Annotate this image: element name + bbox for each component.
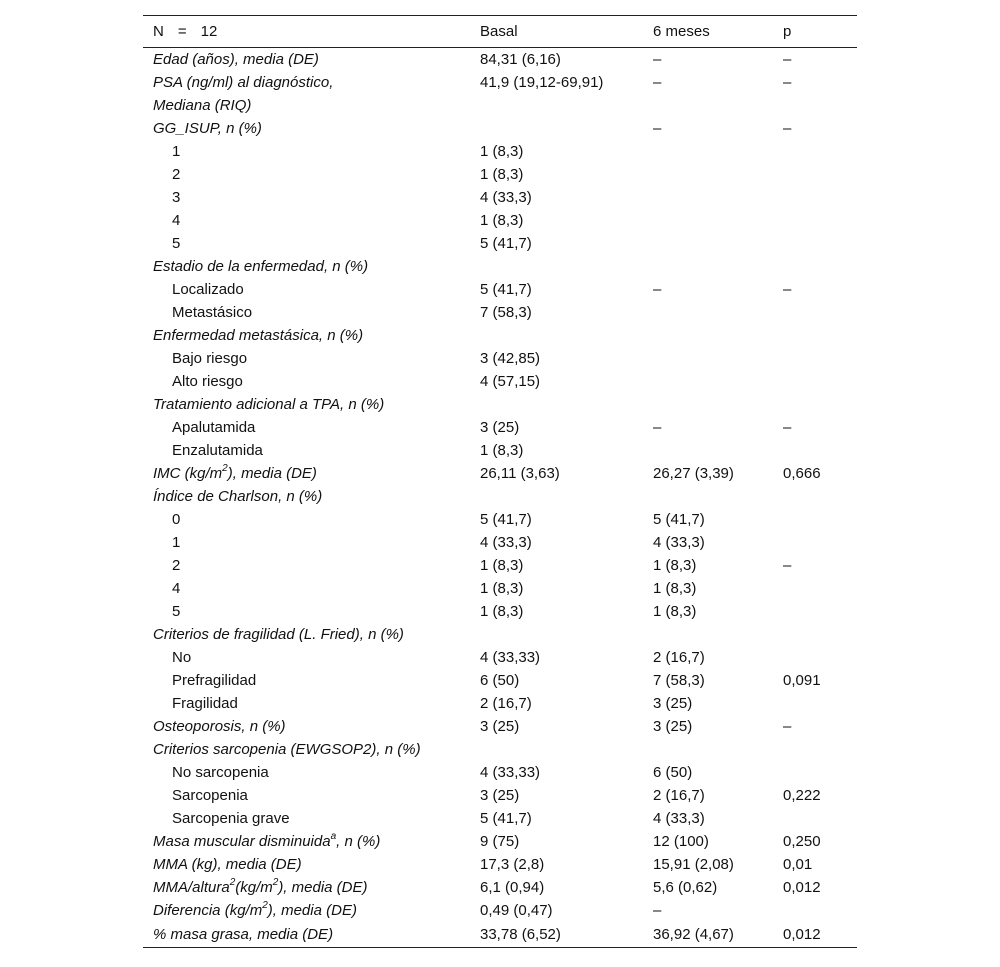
row-label: 2: [172, 557, 181, 574]
cell-p: [773, 393, 857, 416]
cell-six-months: [643, 232, 773, 255]
table-row: [143, 94, 857, 117]
cell-p: –: [783, 281, 792, 298]
header-p: p: [773, 16, 857, 48]
cell-basal: [470, 94, 643, 117]
table-row: [143, 899, 857, 922]
cell-p: –: [783, 718, 792, 735]
table-body: [143, 48, 857, 948]
cell-p: [773, 301, 857, 324]
cell-p: –: [783, 74, 792, 91]
table-row: [143, 416, 857, 439]
cell-six-months: [643, 186, 773, 209]
cell-basal: 4 (33,3): [480, 534, 532, 551]
row-label: [143, 899, 470, 922]
cell-p: [773, 209, 857, 232]
label-part: IMC (kg/m: [153, 465, 223, 482]
cell-basal: [470, 485, 643, 508]
cell-six-months: 7 (58,3): [653, 672, 705, 689]
superscript: a: [330, 831, 337, 842]
cell-basal: 1 (8,3): [480, 603, 524, 620]
cell-basal: 1 (8,3): [480, 143, 524, 160]
cell-p: [773, 347, 857, 370]
row-label: [143, 876, 470, 899]
cell-six-months: 5 (41,7): [653, 511, 705, 528]
cell-basal: 1 (8,3): [480, 166, 524, 183]
cell-basal: 0,49 (0,47): [480, 902, 553, 919]
table-row: [143, 301, 857, 324]
table-row: [143, 370, 857, 393]
row-label: Apalutamida: [172, 419, 256, 436]
cell-p: 0,012: [773, 922, 857, 948]
cell-p: [773, 531, 857, 554]
row-label: 4: [172, 580, 181, 597]
table-row: [143, 48, 857, 72]
cell-basal: 3 (25): [480, 718, 520, 735]
cell-p: [773, 232, 857, 255]
table-row: [143, 692, 857, 715]
cell-six-months: [643, 623, 773, 646]
row-label: MMA (kg), media (DE): [153, 856, 302, 873]
table-row: [143, 439, 857, 462]
row-label: Metastásico: [172, 304, 253, 321]
row-label: Estadio de la enfermedad, n (%): [153, 258, 369, 275]
cell-basal: 9 (75): [480, 833, 520, 850]
cell-p: 0,666: [783, 465, 821, 482]
cell-basal: 3 (42,85): [480, 350, 541, 367]
cell-p: [773, 370, 857, 393]
label-part: ), media (DE): [278, 879, 368, 896]
cell-basal: 4 (57,15): [480, 373, 541, 390]
row-label: Enzalutamida: [172, 442, 263, 459]
row-label: 1: [172, 534, 181, 551]
row-label: Sarcopenia: [172, 787, 248, 804]
cell-basal: [470, 623, 643, 646]
cell-six-months: [643, 255, 773, 278]
table-row: [143, 140, 857, 163]
cell-basal: 33,78 (6,52): [470, 922, 643, 948]
cell-p: [773, 646, 857, 669]
cell-six-months: 2 (16,7): [653, 649, 705, 666]
cell-basal: 4 (33,33): [480, 764, 541, 781]
cell-basal: 5 (41,7): [480, 281, 532, 298]
table-row: [143, 830, 857, 853]
cell-p: 0,012: [783, 879, 821, 896]
cell-basal: 3 (25): [480, 419, 520, 436]
row-label: Edad (años), media (DE): [153, 51, 319, 68]
row-label: Índice de Charlson, n (%): [153, 488, 323, 505]
cell-p: [773, 600, 857, 623]
cell-six-months: 36,92 (4,67): [643, 922, 773, 948]
row-label: Mediana (RIQ): [153, 97, 252, 114]
cell-basal: 1 (8,3): [480, 580, 524, 597]
label-part: (kg/m: [235, 879, 273, 896]
row-label: Enfermedad metastásica, n (%): [153, 327, 364, 344]
cell-six-months: 15,91 (2,08): [653, 856, 734, 873]
table-row: [143, 347, 857, 370]
row-label: No: [172, 649, 192, 666]
cell-basal: 4 (33,3): [480, 189, 532, 206]
cell-p: 0,01: [783, 856, 813, 873]
table-row: [143, 577, 857, 600]
table-row: [143, 209, 857, 232]
table-row: [143, 554, 857, 577]
cell-p: 0,222: [783, 787, 821, 804]
cell-p: [773, 94, 857, 117]
cell-p: [773, 324, 857, 347]
cell-six-months: –: [653, 419, 662, 436]
cell-six-months: [643, 347, 773, 370]
results-table-container: [143, 15, 857, 948]
cell-p: [773, 439, 857, 462]
cell-p: [773, 508, 857, 531]
cell-six-months: –: [653, 902, 662, 919]
label-part: Masa muscular disminuida: [153, 833, 331, 850]
cell-six-months: [643, 393, 773, 416]
cell-six-months: [643, 324, 773, 347]
cell-basal: 5 (41,7): [480, 235, 532, 252]
cell-basal: [470, 738, 643, 761]
cell-six-months: 6 (50): [653, 764, 693, 781]
cell-basal: 17,3 (2,8): [480, 856, 545, 873]
table-row: [143, 807, 857, 830]
table-row: [143, 163, 857, 186]
cell-six-months: 1 (8,3): [653, 580, 697, 597]
cell-six-months: [643, 209, 773, 232]
cell-six-months: –: [653, 74, 662, 91]
cell-p: [773, 761, 857, 784]
row-label: 0: [172, 511, 181, 528]
row-label: 3: [172, 189, 181, 206]
table-row: [143, 600, 857, 623]
header-row: [143, 16, 857, 48]
cell-p: 0,250: [783, 833, 821, 850]
row-label: 1: [172, 143, 181, 160]
superscript: 2: [262, 900, 268, 911]
cell-six-months: –: [653, 51, 662, 68]
row-label: 5: [172, 603, 181, 620]
table-row: [143, 485, 857, 508]
cell-p: –: [783, 419, 792, 436]
row-label: 4: [172, 212, 181, 229]
label-part: ), media (DE): [227, 465, 317, 482]
header-six-months: 6 meses: [643, 16, 773, 48]
cell-p: –: [783, 557, 792, 574]
header-basal: Basal: [470, 16, 643, 48]
cell-basal: 5 (41,7): [480, 511, 532, 528]
table-row: [143, 508, 857, 531]
cell-basal: 1 (8,3): [480, 557, 524, 574]
table-row: [143, 761, 857, 784]
cell-six-months: [643, 439, 773, 462]
cell-six-months: 3 (25): [653, 718, 693, 735]
table-row: [143, 232, 857, 255]
table-row: [143, 71, 857, 94]
row-label: Bajo riesgo: [172, 350, 248, 367]
cell-basal: 7 (58,3): [480, 304, 532, 321]
row-label: Prefragilidad: [172, 672, 257, 689]
cell-basal: 1 (8,3): [480, 442, 524, 459]
table-row: [143, 117, 857, 140]
cell-p: [773, 255, 857, 278]
cell-basal: [470, 255, 643, 278]
superscript: 2: [229, 877, 236, 888]
table-row: [143, 393, 857, 416]
cell-six-months: [643, 485, 773, 508]
cell-basal: 84,31 (6,16): [480, 51, 561, 68]
cell-six-months: –: [653, 281, 662, 298]
row-label: Osteoporosis, n (%): [153, 718, 286, 735]
table-row: [143, 876, 857, 899]
cell-six-months: [643, 163, 773, 186]
cell-six-months: [643, 738, 773, 761]
cell-six-months: –: [653, 120, 662, 137]
cell-p: [773, 485, 857, 508]
cell-six-months: [643, 94, 773, 117]
row-label: 5: [172, 235, 181, 252]
cell-basal: 26,11 (3,63): [480, 465, 560, 482]
cell-basal: [470, 393, 643, 416]
row-label: PSA (ng/ml) al diagnóstico,: [153, 74, 334, 91]
label-part: Diferencia (kg/m: [153, 902, 263, 919]
row-label: [143, 830, 470, 853]
table-row: [143, 186, 857, 209]
header-n-value: 12: [200, 23, 218, 40]
cell-p: 0,091: [783, 672, 821, 689]
cell-p: –: [783, 51, 792, 68]
cell-six-months: [643, 301, 773, 324]
cell-p: [773, 807, 857, 830]
table-row: [143, 669, 857, 692]
table-row: [143, 324, 857, 347]
cell-six-months: 12 (100): [653, 833, 709, 850]
row-label: Alto riesgo: [172, 373, 243, 390]
row-label: % masa grasa, media (DE): [143, 922, 470, 948]
cell-p: [773, 163, 857, 186]
cell-basal: 1 (8,3): [480, 212, 524, 229]
table-row: [143, 623, 857, 646]
results-table: [143, 15, 857, 948]
table-row: [143, 462, 857, 485]
cell-six-months: 3 (25): [653, 695, 693, 712]
row-label: Fragilidad: [172, 695, 238, 712]
cell-basal: 6,1 (0,94): [480, 879, 545, 896]
superscript: 2: [272, 877, 279, 888]
table-row: [143, 531, 857, 554]
superscript: 2: [222, 463, 228, 474]
cell-p: [773, 186, 857, 209]
cell-basal: 3 (25): [480, 787, 520, 804]
header-n: [143, 16, 470, 48]
row-label: No sarcopenia: [172, 764, 269, 781]
table-row: [143, 646, 857, 669]
cell-basal: 2 (16,7): [480, 695, 532, 712]
cell-six-months: [643, 140, 773, 163]
row-label: Criterios de fragilidad (L. Fried), n (%): [153, 626, 404, 643]
table-row: [143, 738, 857, 761]
cell-basal: 4 (33,33): [480, 649, 541, 666]
row-label: Criterios sarcopenia (EWGSOP2), n (%): [153, 741, 421, 758]
cell-six-months: 1 (8,3): [653, 603, 697, 620]
table-row: [143, 715, 857, 738]
row-label: Tratamiento adicional a TPA, n (%): [153, 396, 385, 413]
cell-basal: 41,9 (19,12-69,91): [480, 74, 604, 91]
cell-six-months: 2 (16,7): [653, 787, 705, 804]
table-row: [143, 784, 857, 807]
label-part: ), media (DE): [267, 902, 357, 919]
label-part: , n (%): [336, 833, 381, 850]
header-n-label: N: [153, 23, 164, 40]
cell-six-months: 26,27 (3,39): [653, 465, 734, 482]
cell-p: [773, 899, 857, 922]
table-header: [143, 16, 857, 48]
cell-basal: [470, 117, 643, 140]
cell-six-months: 4 (33,3): [653, 810, 705, 827]
row-label: Localizado: [172, 281, 244, 298]
cell-basal: [470, 324, 643, 347]
row-label: Sarcopenia grave: [172, 810, 290, 827]
cell-p: [773, 623, 857, 646]
cell-six-months: 5,6 (0,62): [653, 879, 718, 896]
header-n-eq: =: [177, 23, 187, 40]
cell-basal: 6 (50): [480, 672, 520, 689]
cell-six-months: 4 (33,3): [653, 534, 705, 551]
cell-p: [773, 577, 857, 600]
cell-six-months: [643, 370, 773, 393]
cell-p: –: [783, 120, 792, 137]
row-label: GG_ISUP, n (%): [153, 120, 262, 137]
table-row: [143, 922, 857, 948]
label-part: MMA/altura: [153, 879, 230, 896]
cell-p: [773, 738, 857, 761]
cell-basal: 5 (41,7): [480, 810, 532, 827]
row-label: [143, 462, 470, 485]
table-row: [143, 255, 857, 278]
cell-p: [773, 140, 857, 163]
table-row: [143, 853, 857, 876]
table-row: [143, 278, 857, 301]
cell-p: [773, 692, 857, 715]
cell-six-months: 1 (8,3): [653, 557, 697, 574]
row-label: 2: [172, 166, 181, 183]
